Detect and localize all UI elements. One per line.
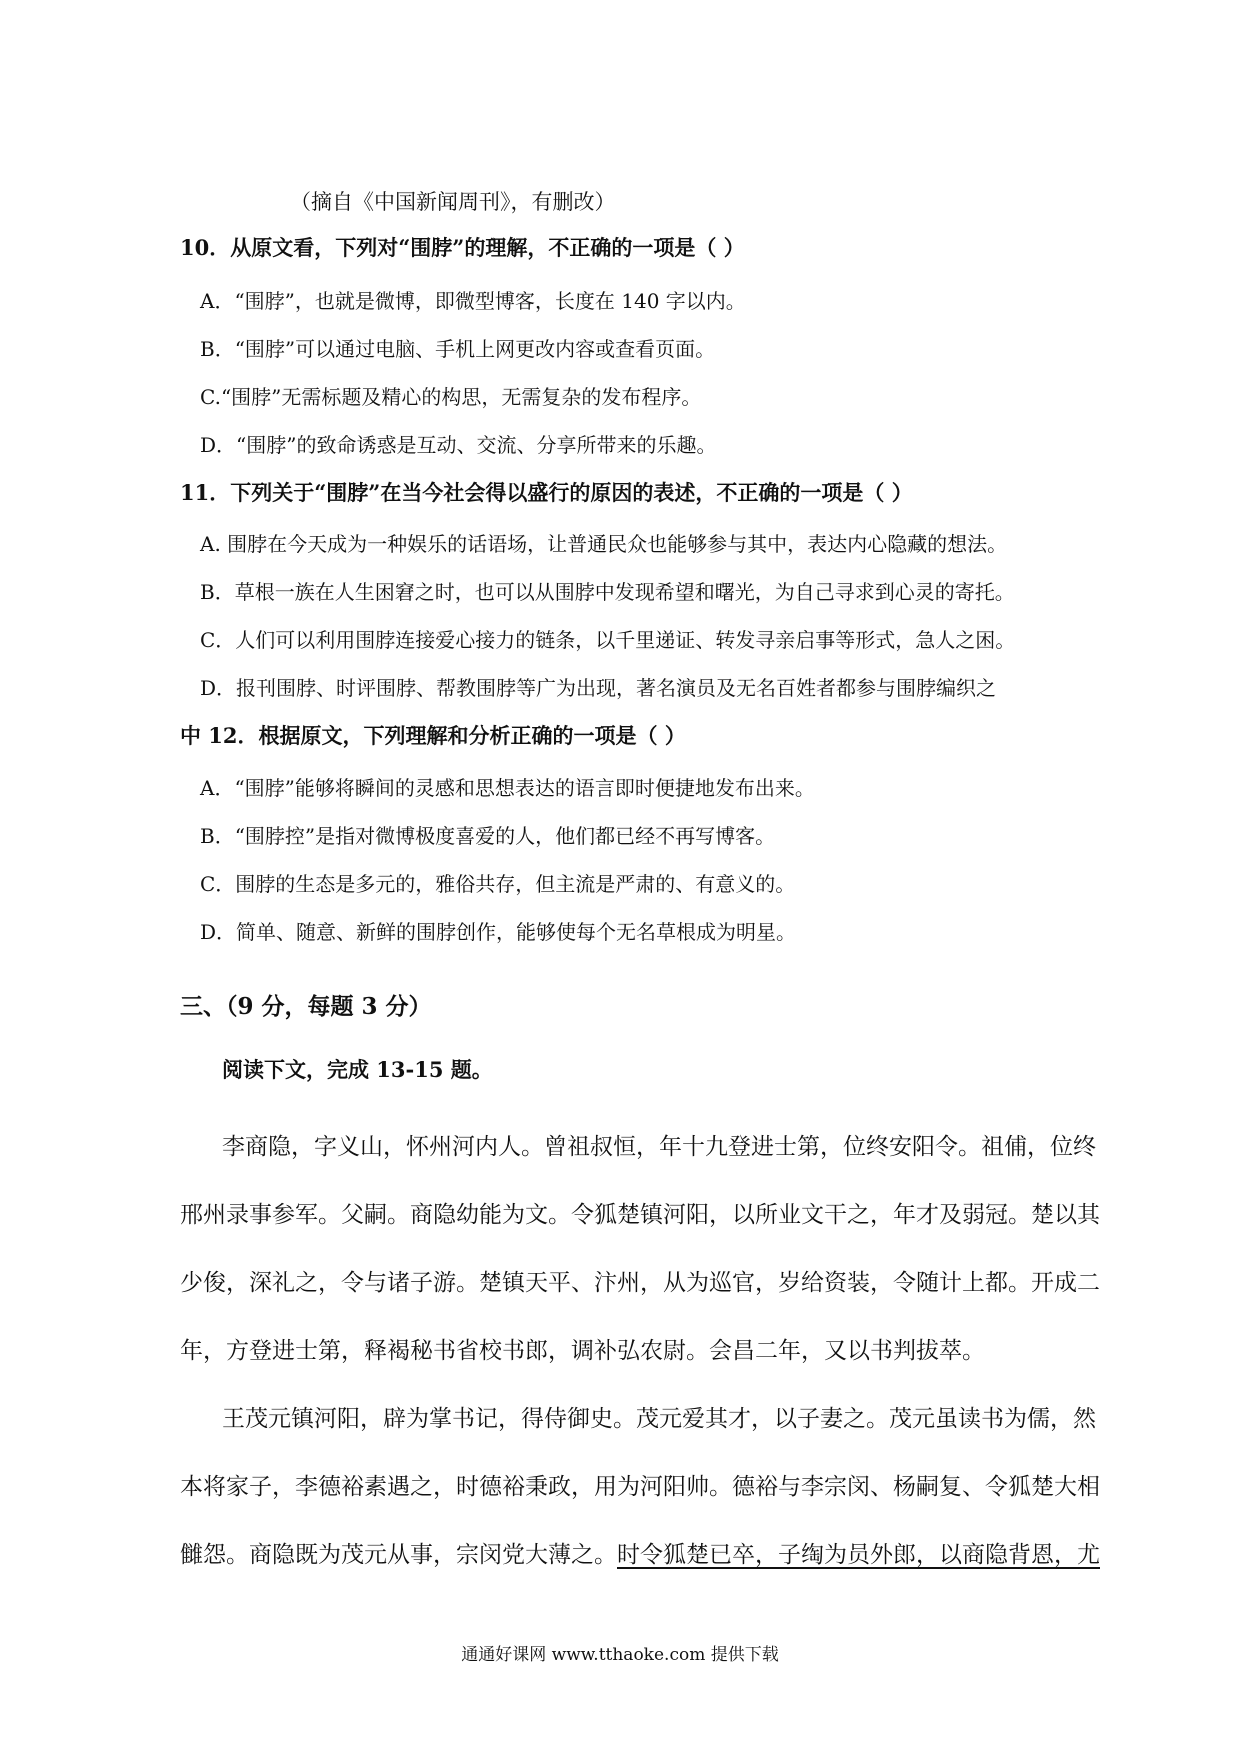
question-11-option-a: A. 围脖在今天成为一种娱乐的话语场，让普通民众也能够参与其中，表达内心隐藏的想法。 <box>200 532 1008 556</box>
question-10-option-b: B．“围脖”可以通过电脑、手机上网更改内容或查看页面。 <box>200 337 716 361</box>
question-11-option-c: C．人们可以利用围脖连接爱心接力的链条，以千里递证、转发寻亲启事等形式，急人之困。 <box>200 628 1016 652</box>
passage-line: 邢州录事参军。父嗣。商隐幼能为文。令狐楚镇河阳，以所业文干之，年才及弱冠。楚以其 <box>180 1202 1100 1228</box>
passage-line: 少俊，深礼之，令与诸子游。楚镇天平、汴州，从为巡官，岁给资装，令随计上都。开成二 <box>180 1270 1100 1296</box>
question-10-option-d: D．“围脖”的致命诱惑是互动、交流、分享所带来的乐趣。 <box>200 433 717 457</box>
passage-underlined-sentence: 时令狐楚已卒，子绹为员外郎，以商隐背恩，尤 <box>617 1542 1100 1568</box>
page-footer: 通通好课网 www.tthaoke.com 提供下载 <box>461 1645 779 1665</box>
question-11-option-b: B．草根一族在人生困窘之时，也可以从围脖中发现希望和曙光，为自己寻求到心灵的寄托。 <box>200 580 1015 604</box>
passage-line: 王茂元镇河阳，辟为掌书记，得侍御史。茂元爱其才，以子妻之。茂元虽读书为儒，然 <box>222 1406 1096 1432</box>
question-12-option-c: C．围脖的生态是多元的，雅俗共存，但主流是严肃的、有意义的。 <box>200 872 796 896</box>
source-note: （摘自《中国新闻周刊》，有删改） <box>290 190 616 214</box>
question-10-stem: 10．从原文看，下列对“围脖”的理解，不正确的一项是（ ） <box>180 235 745 260</box>
passage-line: 李商隐，字义山，怀州河内人。曾祖叔恒，年十九登进士第，位终安阳令。祖俌，位终 <box>222 1134 1096 1160</box>
passage-line: 年，方登进士第，释褐秘书省校书郎，调补弘农尉。会昌二年，又以书判拔萃。 <box>180 1338 985 1364</box>
question-12-stem: 中 12．根据原文，下列理解和分析正确的一项是（ ） <box>180 723 686 748</box>
passage-line-last <box>180 1536 1100 1569</box>
section-3-heading: 三、（9 分，每题 3 分） <box>180 993 432 1020</box>
question-10-option-c: C.“围脖”无需标题及精心的构思，无需复杂的发布程序。 <box>200 385 702 409</box>
question-10-option-a: A．“围脖”，也就是微博，即微型博客，长度在 140 字以内。 <box>200 289 746 313</box>
passage-plain-text: 雠怨。商隐既为茂元从事，宗闵党大薄之。 <box>180 1542 617 1568</box>
section-3-instruction: 阅读下文，完成 13-15 题。 <box>222 1057 493 1082</box>
passage-line: 本将家子，李德裕素遇之，时德裕秉政，用为河阳帅。德裕与李宗闵、杨嗣复、令狐楚大相 <box>180 1474 1100 1500</box>
question-11-stem: 11．下列关于“围脖”在当今社会得以盛行的原因的表述，不正确的一项是（ ） <box>180 480 913 505</box>
question-12-option-a: A．“围脖”能够将瞬间的灵感和思想表达的语言即时便捷地发布出来。 <box>200 776 815 800</box>
question-12-option-d: D．简单、随意、新鲜的围脖创作，能够使每个无名草根成为明星。 <box>200 920 797 944</box>
question-11-option-d: D．报刊围脖、时评围脖、帮教围脖等广为出现，著名演员及无名百姓者都参与围脖编织之 <box>200 676 997 700</box>
question-12-option-b: B．“围脖控”是指对微博极度喜爱的人，他们都已经不再写博客。 <box>200 824 776 848</box>
